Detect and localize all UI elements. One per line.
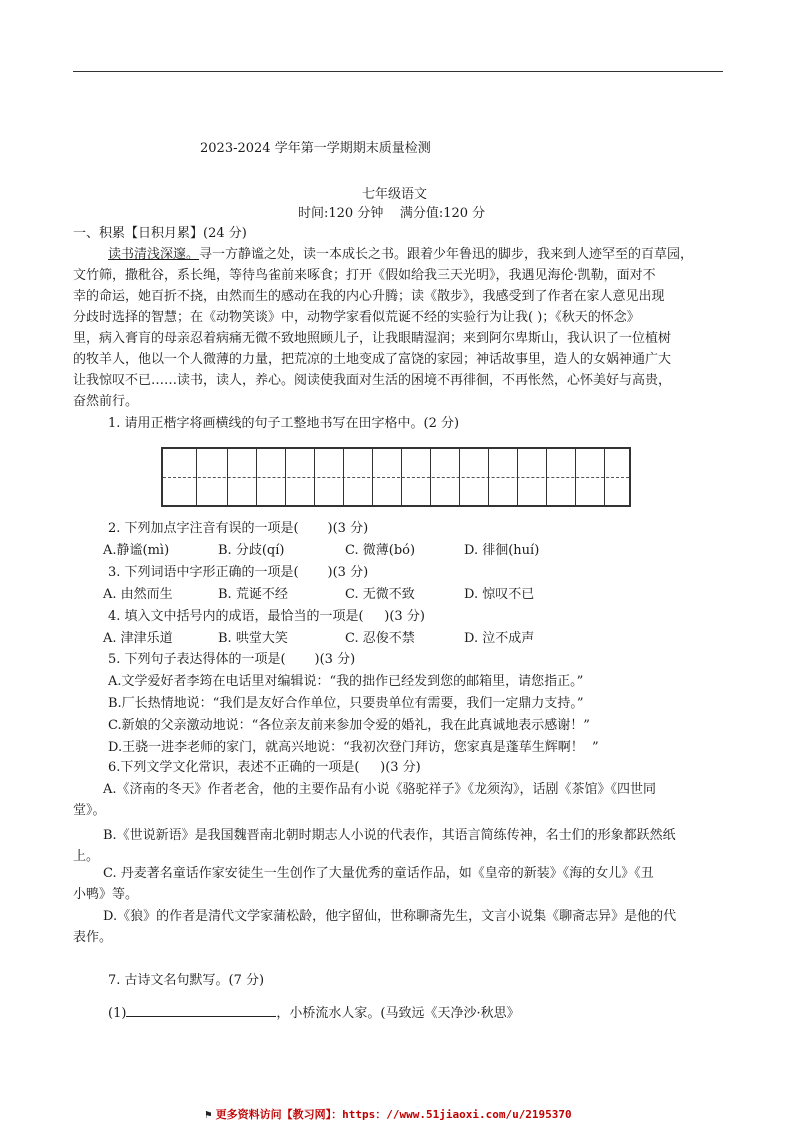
- q6-option-b-line-2: 上。: [73, 849, 100, 864]
- q2-option-a: A.静谧(mì): [103, 543, 170, 558]
- q6-option-a-line-2: 堂》。: [73, 803, 106, 818]
- question-5-stem: 5. 下列句子表达得体的一项是( )(3 分): [108, 652, 356, 667]
- q6-option-d-line-1: D.《狼》的作者是清代文学家蒲松龄，他字留仙，世称聊斋先生，文言小说集《聊斋志异》是他的代: [103, 909, 677, 924]
- question-7-stem: 7. 古诗文名句默写。(7 分): [108, 973, 265, 988]
- q2-option-d: D. 徘徊(huí): [464, 543, 540, 558]
- q7-item-1: [108, 1002, 520, 1024]
- exam-time-info: 时间:120 分钟 满分值:120 分: [298, 206, 486, 221]
- q2-option-c: C. 微薄(bó): [345, 543, 416, 558]
- question-6-stem: 6.下列文学文化常识，表述不正确的一项是( )(3 分): [108, 760, 421, 775]
- exam-title: 2023-2024 学年第一学期期末质量检测: [200, 141, 431, 156]
- top-rule: [73, 71, 723, 72]
- q7-item-1-number: (1): [108, 1006, 127, 1021]
- q6-option-a-line-1: A.《济南的冬天》作者老舍，他的主要作品有小说《骆驼祥子》《龙须沟》，话剧《茶馆》《四世同: [103, 782, 657, 797]
- q3-option-c: C. 无微不致: [345, 587, 415, 602]
- underlined-sentence: 读书清浅深邃。: [108, 247, 200, 262]
- section-heading: 一、积累【日积月累】(24 分): [73, 226, 247, 241]
- q6-option-d-line-2: 表作。: [73, 930, 113, 945]
- q6-option-c-line-1: C. 丹麦著名童话作家安徒生一生创作了大量优秀的童话作品，如《皇帝的新装》《海的女儿》《丑: [103, 866, 654, 881]
- tianzige-writing-grid[interactable]: [161, 447, 631, 507]
- passage-line-5: 里，病入膏肓的母亲忍着病痛无微不致地照顾儿子，让我眼睛湿润；来到阿尔卑斯山，我认识了一位植树: [73, 331, 672, 346]
- q3-option-a: A. 由然而生: [103, 587, 173, 602]
- question-4-stem: 4. 填入文中括号内的成语，最恰当的一项是( )(3 分): [108, 609, 425, 624]
- footer-link[interactable]: [205, 1106, 572, 1122]
- q5-option-b: B.厂长热情地说：“我们是友好合作单位，只要贵单位有需要，我们一定鼎力支持。”: [108, 696, 584, 711]
- q6-option-c-line-2: 小鸭》等。: [73, 887, 139, 902]
- grid-midline: [163, 477, 629, 478]
- q7-item-1-text: ，小桥流水人家。(马致远《天净沙·秋思》: [276, 1006, 520, 1021]
- exam-subject: 七年级语文: [362, 187, 428, 202]
- passage-line-7: 让我惊叹不已……读书，读人，养心。阅读使我面对生活的困境不再徘徊，不再怅然，心怀美好与高贵，: [73, 373, 672, 388]
- q3-option-d: D. 惊叹不已: [464, 587, 535, 602]
- q4-option-a: A. 津津乐道: [103, 631, 173, 646]
- q4-option-c: C. 忍俊不禁: [345, 631, 415, 646]
- question-1: 1. 请用正楷字将画横线的句子工整地书写在田字格中。(2 分): [108, 416, 460, 431]
- passage-line-1: [108, 245, 693, 265]
- q5-option-d: D.王骁一进李老师的家门，就高兴地说：“我初次登门拜访，您家真是蓬荜生辉啊！ ”: [108, 740, 599, 755]
- passage-line-2: 文竹筛，撒秕谷，系长绳，等待鸟雀前来啄食；打开《假如给我三天光明》，我遇见海伦·凯勒，面对不: [73, 268, 656, 283]
- flag-icon: ⚑: [205, 1108, 212, 1121]
- passage-line-4: 分歧时选择的智慧；在《动物笑谈》中，动物学家看似荒诞不经的实验行为让我( )；《秋天的怀念》: [73, 310, 640, 325]
- q2-option-b: B. 分歧(qí): [218, 543, 285, 558]
- q4-option-b: B. 哄堂大笑: [218, 631, 288, 646]
- passage-line-8: 奋然前行。: [73, 394, 139, 409]
- q4-option-d: D. 泣不成声: [464, 631, 535, 646]
- passage-line-1-rest: 寻一方静谧之处，读一本成长之书。跟着少年鲁迅的脚步，我来到人迹罕至的百草园，: [199, 247, 694, 262]
- passage-line-3: 幸的命运，她百折不挠，由然而生的感动在我的内心升腾；读《散步》，我感受到了作者在家人意见出现: [73, 289, 665, 304]
- q3-option-b: B. 荒诞不经: [218, 587, 288, 602]
- q5-option-c: C.新娘的父亲激动地说：“各位亲友前来参加令爱的婚礼，我在此真诚地表示感谢！”: [108, 718, 590, 733]
- q5-option-a: A.文学爱好者李筠在电话里对编辑说：“我的拙作已经发到您的邮箱里，请您指正。”: [108, 674, 584, 689]
- q6-option-b-line-1: B.《世说新语》是我国魏晋南北朝时期志人小说的代表作，其语言简练传神，名士们的形象都跃然纸: [103, 828, 676, 843]
- question-2-stem: 2. 下列加点字注音有误的一项是( )(3 分): [108, 521, 369, 536]
- question-3-stem: 3. 下列词语中字形正确的一项是( )(3 分): [108, 565, 369, 580]
- q7-answer-blank[interactable]: [126, 1002, 276, 1017]
- footer-text: 更多资料访问【教习网】：https：//www.51jiaoxi.com/u/2195370: [215, 1108, 572, 1121]
- passage-line-6: 的牧羊人，他以一个人微薄的力量，把荒凉的土地变成了富饶的家园；神话故事里，造人的女娲神通广大: [73, 352, 672, 367]
